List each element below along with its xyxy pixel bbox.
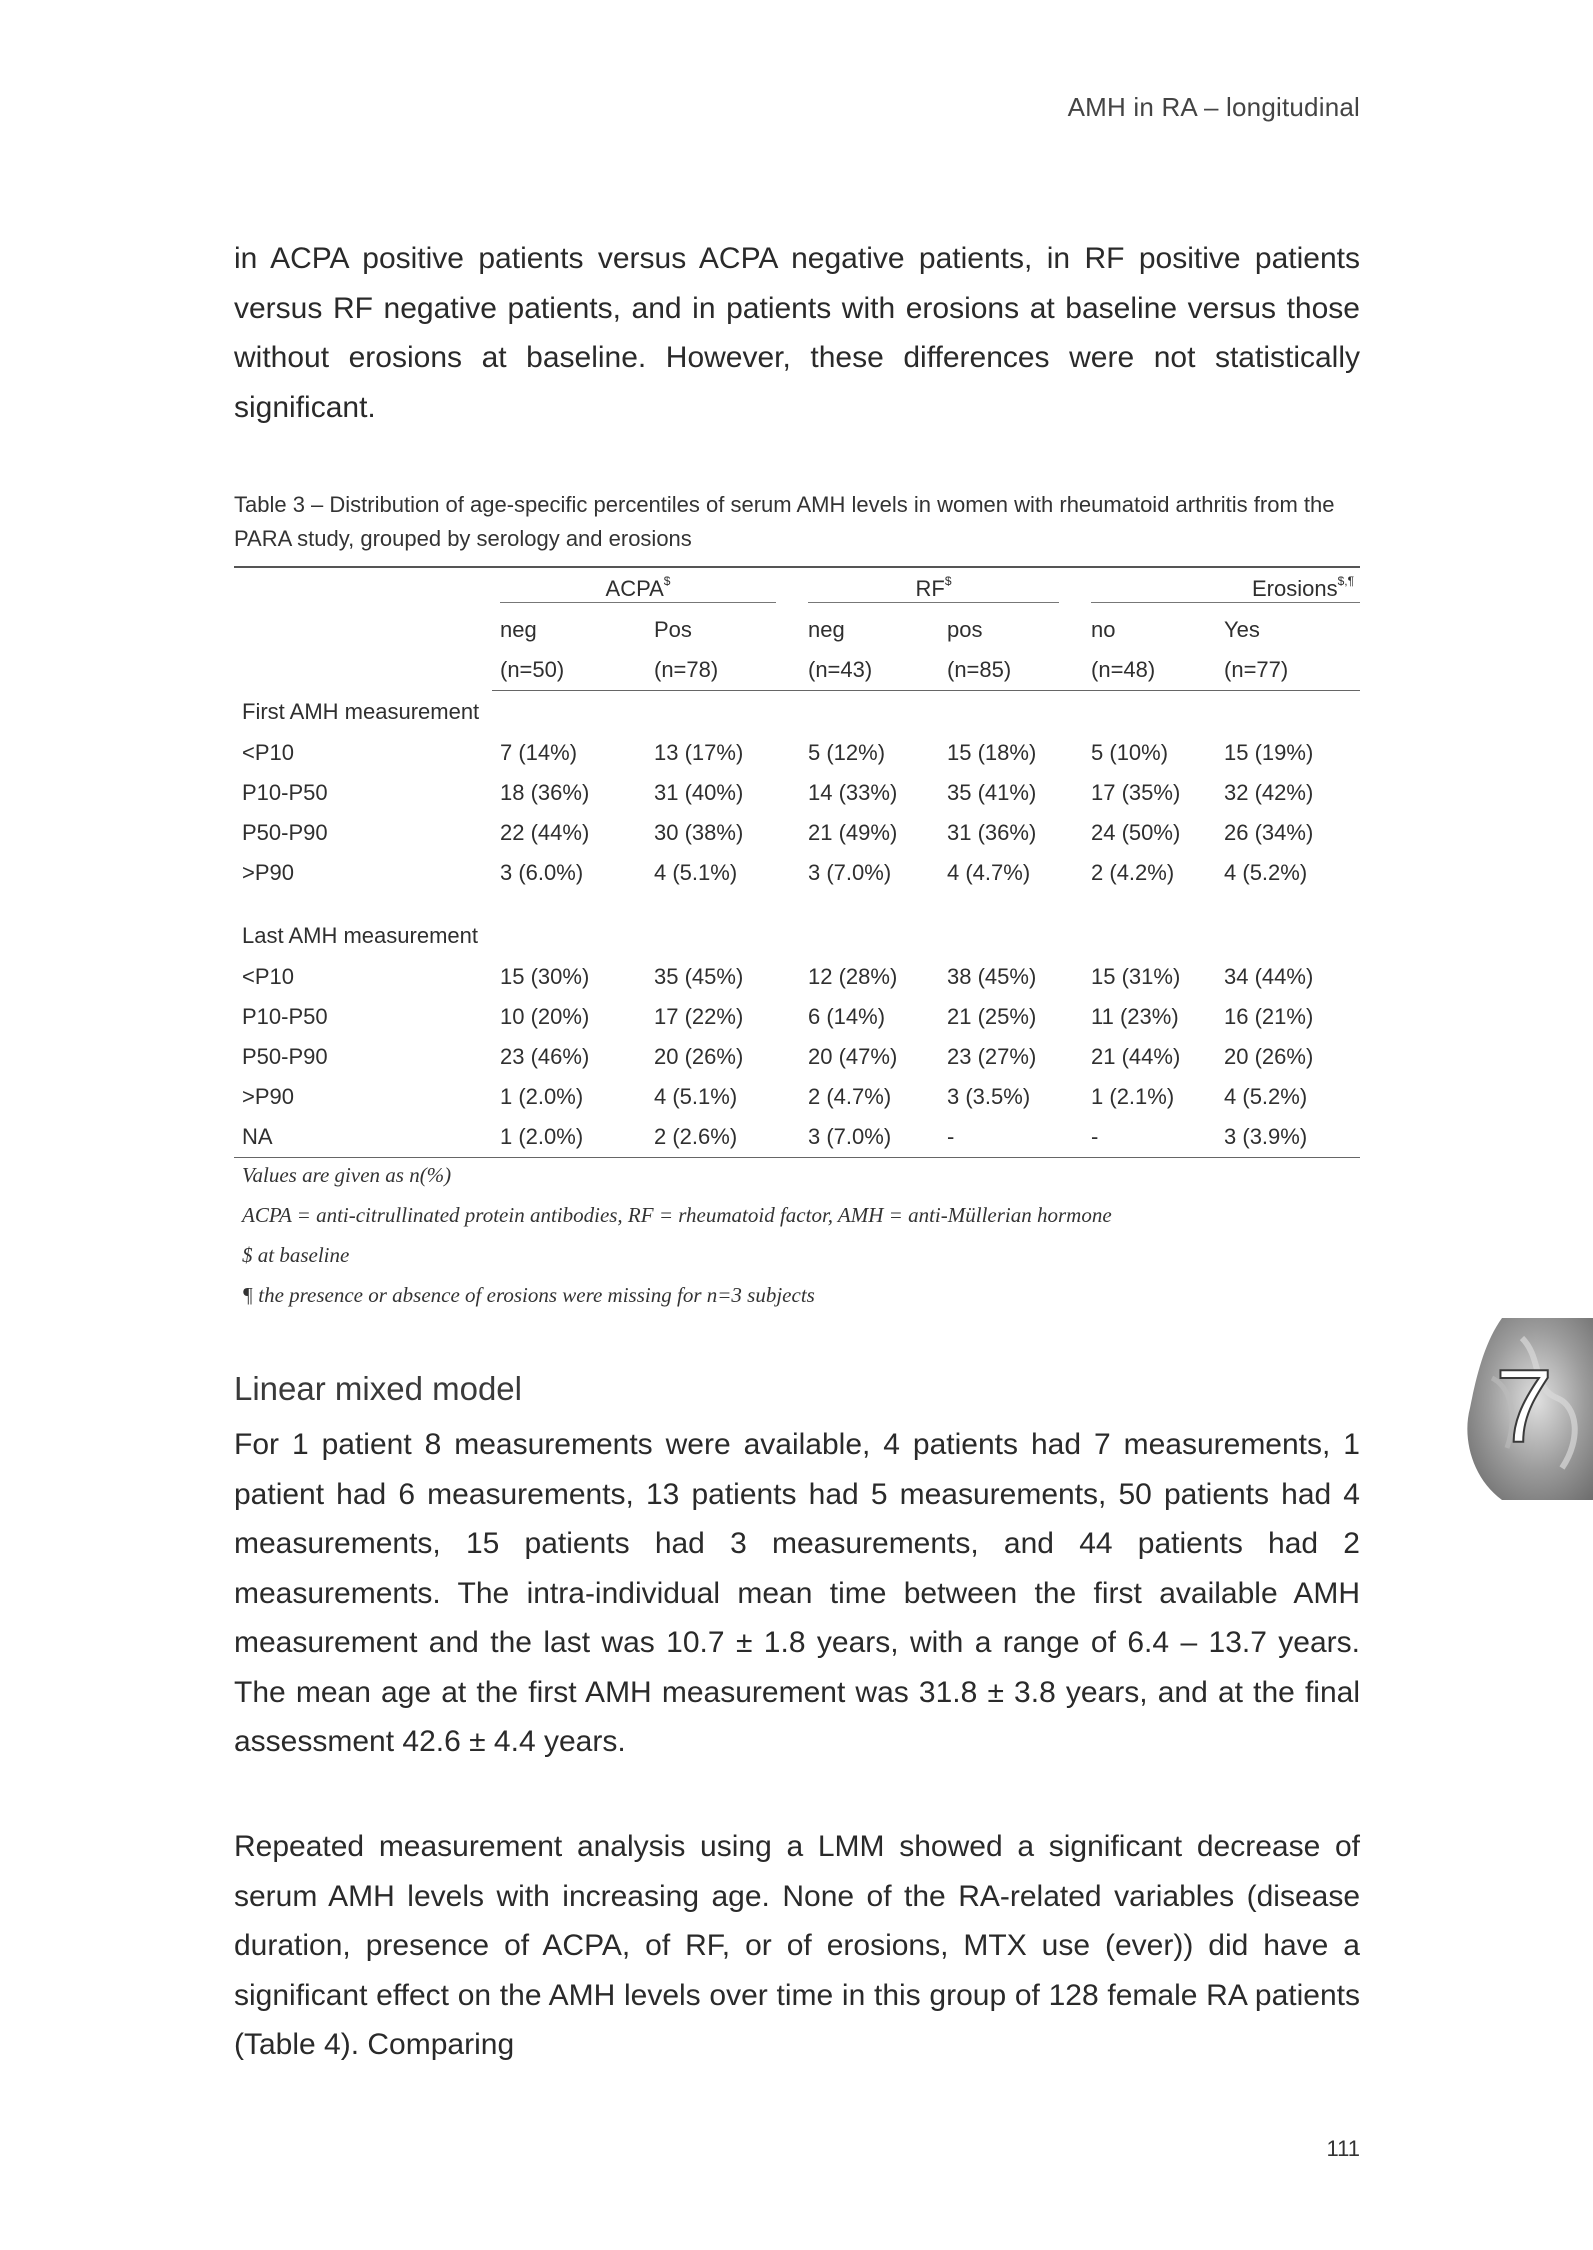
row-label: >P90 (242, 860, 294, 885)
table-cell: 31 (36%) (947, 820, 1037, 845)
table-cell: 15 (30%) (500, 964, 590, 989)
count-cell: (n=43) (800, 650, 939, 691)
table-cell: 30 (38%) (654, 820, 744, 845)
table-cell: 32 (42%) (1224, 780, 1314, 805)
table-cell: 4 (5.2%) (1224, 860, 1308, 885)
table-row (234, 957, 1360, 997)
table-section-last (234, 915, 1360, 957)
table-cell: 3 (3.5%) (947, 1084, 1031, 1109)
group-header-erosions: Erosions$,¶ (1083, 567, 1360, 610)
table-cell: 1 (2.1%) (1091, 1084, 1175, 1109)
table-section-first (234, 691, 1360, 734)
row-label: P10-P50 (242, 780, 328, 805)
table-cell: 5 (12%) (808, 740, 886, 765)
table-cell: 17 (35%) (1091, 780, 1181, 805)
row-label: NA (234, 1117, 492, 1158)
table-cell: 23 (46%) (500, 1044, 590, 1069)
table-cell: 38 (45%) (947, 964, 1037, 989)
table-cell: 18 (36%) (500, 780, 590, 805)
table-cell: 14 (33%) (808, 780, 898, 805)
table-cell: 4 (5.1%) (654, 860, 738, 885)
subheader-cell: Pos (654, 617, 692, 642)
table-cell: 3 (3.9%) (1216, 1117, 1360, 1158)
table-cell: 4 (5.1%) (654, 1084, 738, 1109)
page-number: 111 (1326, 2136, 1360, 2161)
section-heading: Linear mixed model (234, 1370, 522, 1407)
table-cell: 12 (28%) (808, 964, 898, 989)
table-row (234, 1037, 1360, 1077)
table-subheader-row (234, 610, 1360, 650)
table-row (234, 1077, 1360, 1117)
table-cell: 3 (6.0%) (500, 860, 584, 885)
group-header-rf: RF$ (800, 567, 1083, 610)
table-count-row (234, 650, 1360, 691)
table-cell: 21 (44%) (1091, 1044, 1181, 1069)
table-cell: 35 (41%) (947, 780, 1037, 805)
table-cell: 20 (47%) (808, 1044, 898, 1069)
subheader-cell: no (1091, 617, 1116, 642)
table-cell: 7 (14%) (500, 740, 578, 765)
table-cell: 20 (26%) (654, 1044, 744, 1069)
table-cell: 6 (14%) (808, 1004, 886, 1029)
table-cell: 15 (19%) (1224, 740, 1314, 765)
table-row (234, 733, 1360, 773)
table-notes (242, 1155, 1352, 1315)
table-cell: 15 (31%) (1091, 964, 1181, 989)
table-cell: 21 (25%) (947, 1004, 1037, 1029)
table-cell: 1 (2.0%) (492, 1117, 646, 1158)
table-row (234, 813, 1360, 853)
chapter-number: 7 (1495, 1349, 1553, 1465)
count-cell: (n=48) (1083, 650, 1216, 691)
table-cell: 3 (7.0%) (808, 860, 892, 885)
table-cell: 2 (4.2%) (1091, 860, 1175, 885)
table-cell: 17 (22%) (654, 1004, 744, 1029)
amh-percentile-table (234, 566, 1360, 1158)
table-cell: - (1083, 1117, 1216, 1158)
table-row (234, 997, 1360, 1037)
group-header-acpa: ACPA$ (492, 567, 800, 610)
table-cell: 22 (44%) (500, 820, 590, 845)
count-cell: (n=85) (939, 650, 1083, 691)
running-head: AMH in RA – longitudinal (1067, 92, 1360, 122)
table-cell: 31 (40%) (654, 780, 744, 805)
table-cell: 20 (26%) (1224, 1044, 1314, 1069)
table-cell: 26 (34%) (1224, 820, 1314, 845)
count-cell: (n=77) (1216, 650, 1360, 691)
row-label: P10-P50 (242, 1004, 328, 1029)
table-cell: 16 (21%) (1224, 1004, 1314, 1029)
table-cell: 2 (4.7%) (808, 1084, 892, 1109)
table-cell: - (939, 1117, 1083, 1158)
table-spacer (234, 893, 1360, 915)
row-label: P50-P90 (242, 1044, 328, 1069)
table-cell: 1 (2.0%) (500, 1084, 584, 1109)
table-row (234, 853, 1360, 893)
count-cell: (n=78) (646, 650, 800, 691)
table-row (234, 1117, 1360, 1158)
table-note: $ at baseline (242, 1243, 350, 1267)
table-cell: 34 (44%) (1224, 964, 1314, 989)
table-cell: 13 (17%) (654, 740, 744, 765)
row-label: <P10 (242, 740, 294, 765)
table-cell: 23 (27%) (947, 1044, 1037, 1069)
table-cell: 21 (49%) (808, 820, 898, 845)
subheader-cell: pos (947, 617, 983, 642)
table-caption: Table 3 – Distribution of age-specific percentiles of serum AMH levels in women with rheumatoid arthritis from the PARA study, grouped by serology and erosions (234, 492, 1335, 551)
table-cell: 2 (2.6%) (646, 1117, 800, 1158)
table-cell: 10 (20%) (500, 1004, 590, 1029)
chapter-tab-graphic (1462, 1318, 1593, 1500)
count-cell: (n=50) (492, 650, 646, 691)
body-paragraph-2: Repeated measurement analysis using a LMM showed a significant decrease of serum AMH levels with increasing age. None of the RA-related variables (disease duration, presence of ACPA, of RF, or of erosions, MTX use (ever)) did have a significant effect on the AMH levels over time in this group of 128 female RA patients (Table 4). Comparing (234, 1830, 1360, 2061)
chapter-tab (1462, 1318, 1593, 1500)
table-corner-cell (234, 567, 492, 610)
subheader-cell: neg (808, 617, 845, 642)
intro-paragraph: in ACPA positive patients versus ACPA negative patients, in RF positive patients versus RF negative patients, and in patients with erosions at baseline versus those without erosions at baseline. However, these differences were not statistically significant. (234, 242, 1360, 424)
table-cell: 35 (45%) (654, 964, 744, 989)
table-cell: 3 (7.0%) (800, 1117, 939, 1158)
subheader-cell: Yes (1224, 617, 1260, 642)
table-cell: 24 (50%) (1091, 820, 1181, 845)
table-group-header-row (234, 567, 1360, 610)
table-note: ¶ the presence or absence of erosions were missing for n=3 subjects (242, 1283, 815, 1307)
table-cell: 11 (23%) (1091, 1004, 1179, 1029)
table-cell: 4 (5.2%) (1224, 1084, 1308, 1109)
row-label: P50-P90 (242, 820, 328, 845)
row-label: <P10 (242, 964, 294, 989)
section-label: First AMH measurement (242, 699, 480, 724)
table-note: ACPA = anti-citrullinated protein antibodies, RF = rheumatoid factor, AMH = anti-Müllerian hormone (242, 1203, 1112, 1227)
table-cell: 15 (18%) (947, 740, 1037, 765)
row-label: >P90 (242, 1084, 294, 1109)
table-cell: 5 (10%) (1091, 740, 1169, 765)
table-note: Values are given as n(%) (242, 1163, 452, 1187)
table-cell: 4 (4.7%) (947, 860, 1031, 885)
table-row (234, 773, 1360, 813)
subheader-cell: neg (500, 617, 537, 642)
section-label: Last AMH measurement (242, 923, 478, 948)
body-paragraph-1: For 1 patient 8 measurements were available, 4 patients had 7 measurements, 1 patient had 6 measurements, 13 patients had 5 measurements, 50 patients had 4 measurements, 15 patients had 3 measurements, and 44 patients had 2 measurements. The intra-individual mean time between the first available AMH measurement and the last was 10.7 ± 1.8 years, with a range of 6.4 – 13.7 years. The mean age at the first AMH measurement was 31.8 ± 3.8 years, and at the final assessment 42.6 ± 4.4 years. (234, 1428, 1360, 1758)
